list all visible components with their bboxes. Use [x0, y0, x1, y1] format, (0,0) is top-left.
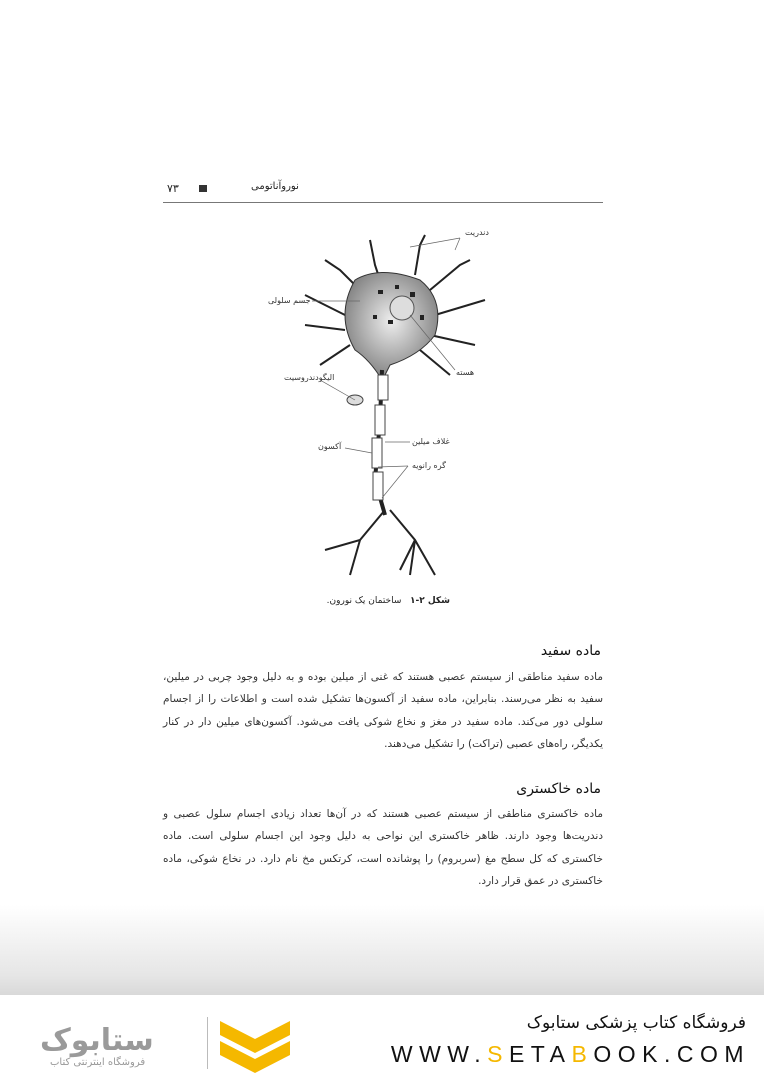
label-node-of-ranvier: گره رانویه	[412, 461, 446, 470]
url-accent-letter: B	[571, 1041, 594, 1067]
neuron-illustration	[260, 220, 510, 590]
figure-number: شکل ۲-۱	[409, 596, 450, 606]
figure-caption	[300, 596, 450, 606]
label-myelin-sheath: غلاف میلین	[412, 437, 450, 446]
running-title: نوروآناتومی	[251, 181, 299, 192]
section-heading-white-matter: ماده سفید	[540, 643, 601, 659]
label-nucleus: هسته	[456, 368, 475, 377]
page-header	[163, 178, 603, 203]
label-dendrite: دندریت	[465, 228, 489, 237]
figure-caption-text: ساختمان یک نورون.	[326, 596, 402, 606]
logo-text: ستابوک	[40, 1023, 154, 1058]
chevron-logo-icon	[218, 1017, 292, 1073]
url-part: WWW.	[390, 1041, 488, 1067]
section-body-white-matter: ماده سفید مناطقی از سیستم عصبی هستند که غنی از میلین بوده و به دلیل وجود چربی در میلین، سفید به نظر می‌رسند. بنابراین، ماده سفید از آکسون‌ها تشکیل شده است و اطلاعات را از اجسام سلولی دور می‌کند. ماده سفید در مغز و نخاع شوکی یافت می‌شود. آکسون‌های میلین دار در کنار یکدیگر، راه‌های عصبی (تراکت) را تشکیل می‌دهند.	[163, 671, 603, 750]
page-number: ۷۳	[167, 182, 179, 195]
shop-url[interactable]	[391, 1041, 750, 1068]
shop-name: فروشگاه کتاب پزشکی ستابوک	[526, 1013, 746, 1033]
url-part: OOK.COM	[593, 1041, 750, 1067]
label-cell-body: جسم سلولی	[268, 296, 311, 305]
logo-subtitle: فروشگاه اینترنتی کتاب	[50, 1057, 146, 1068]
store-footer	[0, 995, 764, 1080]
section-heading-gray-matter: ماده خاکستری	[516, 781, 601, 797]
section-body-gray-matter: ماده خاکستری مناطقی از سیستم عصبی هستند که در آن‌ها تعداد زیادی اجسام سلول عصبی و دندریت‌ها وجود دارند. ظاهر خاکستری این نواحی به دلیل وجود این اجسام سلولی است. ماده خاکستری که کل سطح مغ (سربروم) را پوشانده است، کرتکس مخ نام دارد. در نخاع شوکی، ماده خاکستری در عمق قرار دارد.	[163, 808, 603, 887]
label-axon: آکسون	[318, 442, 342, 451]
square-bullet-icon	[199, 185, 207, 192]
logo-divider	[207, 1017, 208, 1069]
neuron-figure	[260, 220, 510, 590]
url-part: ETA	[508, 1041, 572, 1067]
label-oligodendrocyte: الیگودندروسیت	[284, 373, 335, 382]
url-accent-letter: S	[487, 1041, 509, 1067]
